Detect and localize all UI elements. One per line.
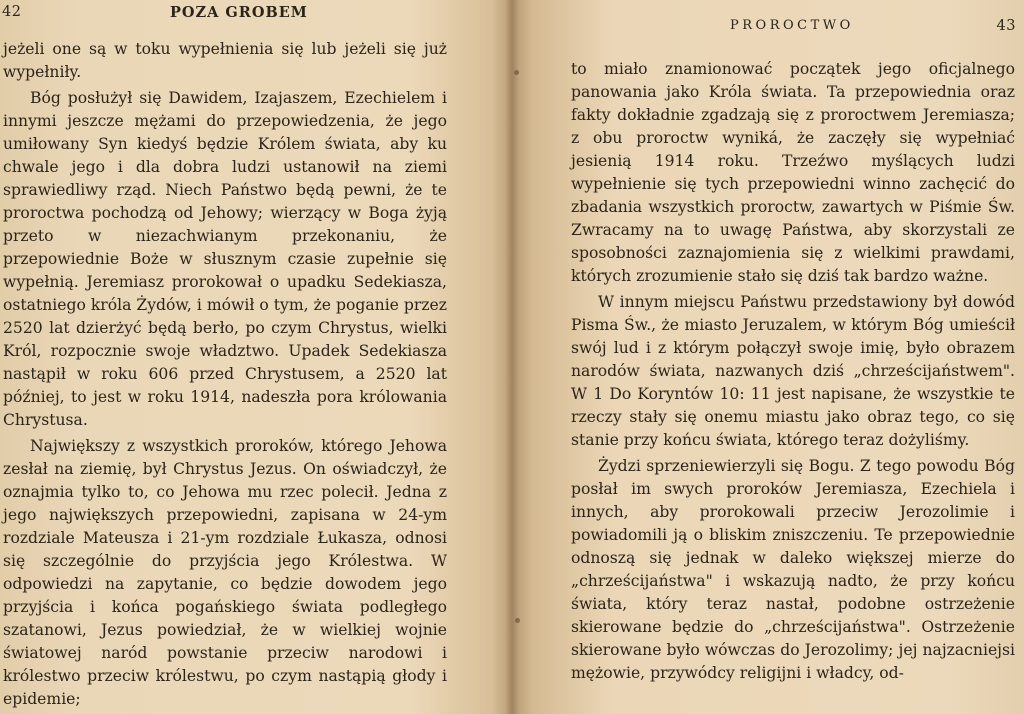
paragraph: Największy z wszystkich proroków, którego Jehowa zesłał na ziemię, był Chrystus Jezus. On oświadczył, że oznajmia tylko to, co Jehowa mu rzec polecił. Jedna z jego największych przepowiedni, zapisana w 24-ym rozdziale Mateusza i 21-ym rozdziale Łukasza, odnosi się szczególnie do przyjścia jego Królestwa. W odpowiedzi na zapytanie, co będzie dowodem jego przyjścia i końca pogańskiego świata podległego szatanowi, Jezus powiedział, że w wielkiej wojnie światowej naród powstanie przeciw narodowi i królestwo przeciw królestwu, po czym nastąpią głody i epidemie;	[3, 437, 447, 708]
page-number: 42	[2, 4, 22, 20]
paragraph: to miało znamionować początek jego oficjalnego panowania jako Króla świata. Ta przepowiednia oraz fakty dokładnie zgadzają się z proroctwem Jeremiasza; z obu proroctw wyniká, że zaczęły się wypełniać jesienią 1914 roku. Trzeźwo myślących ludzi wypełnienie się tych przepowiedni winno zachęcić do zbadania wszystkich proroctw, zawartych w Piśmie Św. Zwracamy na to uwagę Państwa, aby skorzystali ze sposobności zaznajomienia się z wielkimi prawdami, których zrozumienie stało się dziś tak bardzo ważne.	[571, 60, 1015, 285]
paragraph: jeżeli one są w toku wypełnienia się lub jeżeli się już wypełniły.	[3, 40, 447, 81]
paragraph: Żydzi sprzeniewierzyli się Bogu. Z tego powodu Bóg posłał im swych proroków Jeremiasza, Ezechiela i innych, aby prorokowali przeciw Jerozolimie i powiadomili ją o bliskim zniszczeniu. Te przepowiednie odnoszą się jednak w daleko większej mierze do „chrześcijaństwa" i wskazują nadto, że przy końcu świata, który teraz nastał, podobne ostrzeżenie skierowane będzie do „chrześcijaństwa". Ostrzeżenie skierowane było wówczas do Jerozolimy; jej najzacniejsi mężowie, przywódcy religijni i władcy, od-	[571, 457, 1015, 682]
right-page	[512, 0, 1024, 714]
paragraph: W innym miejscu Państwu przedstawiony był dowód Pisma Św., że miasto Jeruzalem, w którym Bóg umieścił swój lud i z którym połączył swoje imię, było obrazem narodów świata, nazwanych dziś „chrześcijaństwem". W 1 Do Koryntów 10: 11 jest napisane, że wszystkie te rzeczy stały się onemu miastu jako obraz tego, co się stanie przy końcu świata, którego teraz dożyliśmy.	[571, 293, 1015, 449]
body-text	[3, 38, 447, 711]
running-head: PROROCTWO	[730, 18, 854, 33]
paragraph: Bóg posłużył się Dawidem, Izajaszem, Ezechielem i innymi jeszcze mężami do przepowiedzenia, że jego umiłowany Syn kiedyś będzie Królem świata, aby ku chwale jego i dla dobra ludzi ustanowił na ziemi sprawiedliwy rząd. Niech Państwo będą pewni, że te proroctwa pochodzą od Jehowy; wierzący w Boga żyją przeto w niezachwianym przekonaniu, że przepowiednie Boże w słusznym czasie zupełnie się wypełnią. Jeremiasz prorokował o upadku Sedekiasza, ostatniego króla Żydów, i mówił o tym, że poganie przez 2520 lat dzierżyć będą berło, po czym Chrystus, wielki Król, rozpocznie swoje władztwo. Upadek Sedekiasza nastąpił w roku 606 przed Chrystusem, a 2520 lat później, to jest w roku 1914, nadeszła pora królowania Chrystusa.	[3, 89, 447, 429]
book-gutter	[505, 0, 519, 714]
running-head: POZA GROBEM	[170, 4, 308, 21]
body-text	[571, 58, 1015, 685]
page-number: 43	[996, 18, 1016, 34]
